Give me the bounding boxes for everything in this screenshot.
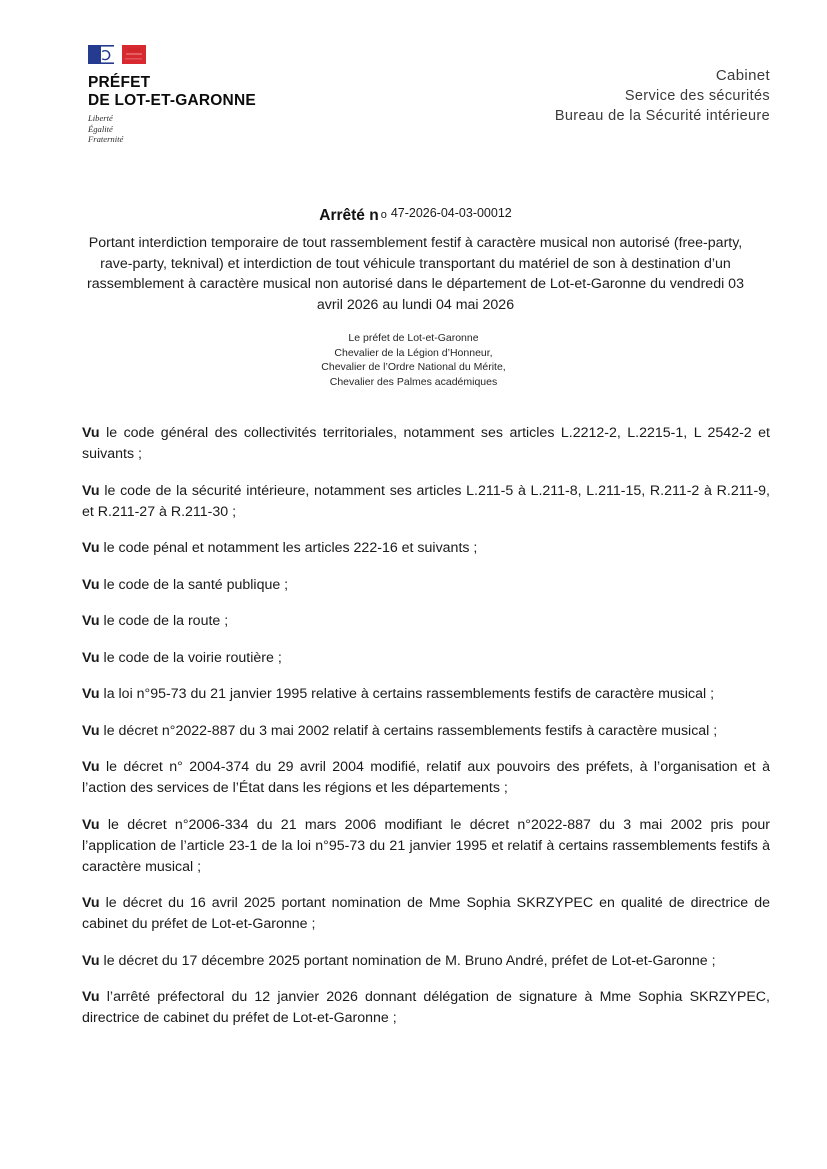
motto-fraternite: Fraternité bbox=[88, 134, 124, 144]
vu-paragraph bbox=[82, 538, 770, 559]
vu-keyword: Vu bbox=[82, 989, 100, 1005]
vu-paragraph bbox=[82, 481, 770, 523]
vu-paragraph bbox=[82, 423, 770, 465]
document-title-zone bbox=[78, 203, 753, 315]
republic-motto bbox=[88, 113, 388, 145]
vu-paragraph bbox=[82, 951, 770, 972]
arrete-heading bbox=[78, 203, 753, 226]
vu-paragraph bbox=[82, 648, 770, 669]
vu-keyword: Vu bbox=[82, 686, 100, 702]
arrete-subtitle: Portant interdiction temporaire de tout rassemblement festif à caractère musical non autorisé (free-party, rave-party, teknival) et interdiction de tout véhicule transportant du matériel de son à destination d’un rassemblement à caractère musical non autorisé dans le département de Lot-et-Garonne du vendredi 03 avril 2026 au lundi 04 mai 2026 bbox=[87, 235, 744, 313]
vu-paragraph-text: le code de la voirie routière ; bbox=[99, 649, 282, 666]
vu-paragraph-text: l’arrêté préfectoral du 12 janvier 2026 donnant délégation de signature à Mme Sophia SKRZYPEC, directrice de cabinet du préfet de Lot-et-Garonne ; bbox=[82, 989, 770, 1026]
document-header bbox=[0, 44, 827, 144]
motto-liberte: Liberté bbox=[88, 113, 113, 123]
vu-paragraph bbox=[82, 575, 770, 596]
vu-keyword: Vu bbox=[82, 759, 100, 775]
arrete-ordinal-superscript: o bbox=[380, 209, 387, 221]
issuing-service-block bbox=[555, 66, 770, 126]
service-cabinet: Cabinet bbox=[715, 67, 770, 84]
vu-keyword: Vu bbox=[82, 540, 100, 556]
vu-paragraph-text: le code de la sécurité intérieure, notamment ses articles L.211-5 à L.211-8, L.211-15, R.211-2 à R.211-9, et R.211-27 à R.211-30 ; bbox=[82, 482, 770, 520]
signing-authority-block bbox=[0, 331, 827, 389]
vu-paragraph-text: le code de la santé publique ; bbox=[99, 576, 289, 593]
vu-paragraph-text: le décret n° 2004-374 du 29 avril 2004 modifié, relatif aux pouvoirs des préfets, à l’organisation et à l’action des services de l’État dans les régions et les départements ; bbox=[82, 759, 770, 796]
vu-paragraph-text: le code pénal et notamment les articles 222-16 et suivants ; bbox=[99, 540, 478, 556]
authority-line-ordre-merite: Chevalier de l’Ordre National du Mérite, bbox=[321, 361, 506, 373]
vu-keyword: Vu bbox=[82, 649, 100, 666]
arrete-number: 47-2026-04-03-00012 bbox=[390, 206, 512, 220]
authority-line-palmes-academiques: Chevalier des Palmes académiques bbox=[329, 375, 498, 388]
authority-line-legion-honneur: Chevalier de la Légion d’Honneur, bbox=[334, 346, 493, 359]
vu-paragraph-text: le décret du 17 décembre 2025 portant nomination de M. Bruno André, préfet de Lot-et-Garonne ; bbox=[99, 952, 716, 969]
vu-paragraph bbox=[82, 815, 770, 878]
vu-paragraph-text: le décret n°2006-334 du 21 mars 2006 modifiant le décret n°2022-887 du 3 mai 2002 pris pour l’application de l’article 23-1 de la loi n°95-73 du 21 janvier 1995 et relatif à certains rassemblements festifs à caractère musical ; bbox=[82, 816, 770, 875]
prefecture-title bbox=[88, 74, 388, 109]
vu-keyword: Vu bbox=[82, 425, 100, 441]
vu-keyword: Vu bbox=[82, 722, 100, 739]
vu-keyword: Vu bbox=[82, 952, 100, 969]
prefecture-brand-block bbox=[88, 44, 388, 145]
vu-paragraph-text: le décret n°2022-887 du 3 mai 2002 relatif à certains rassemblements festifs à caractère musical ; bbox=[99, 722, 718, 739]
vu-paragraph bbox=[82, 987, 770, 1029]
prefecture-title-line1: PRÉFET bbox=[88, 74, 151, 91]
vu-paragraph bbox=[82, 757, 770, 799]
vu-keyword: Vu bbox=[82, 613, 100, 629]
motto-egalite: Égalité bbox=[88, 123, 113, 134]
vu-keyword: Vu bbox=[82, 576, 100, 593]
vu-paragraph-text: le code général des collectivités territoriales, notamment ses articles L.2212-2, L.2215-1, L 2542-2 et suivants ; bbox=[82, 425, 770, 462]
vu-paragraph bbox=[82, 893, 770, 935]
document-body bbox=[82, 423, 770, 1029]
service-bureau-securite-interieure: Bureau de la Sécurité intérieure bbox=[554, 108, 770, 124]
vu-paragraph-text: le code de la route ; bbox=[99, 613, 229, 629]
vu-paragraph bbox=[82, 721, 770, 742]
arrete-label: Arrêté n bbox=[319, 207, 379, 224]
vu-paragraph bbox=[82, 611, 770, 632]
service-securites: Service des sécurités bbox=[624, 88, 770, 104]
vu-keyword: Vu bbox=[82, 482, 100, 499]
vu-paragraph-text: le décret du 16 avril 2025 portant nomination de Mme Sophia SKRZYPEC en qualité de directrice de cabinet du préfet de Lot-et-Garonne ; bbox=[82, 895, 770, 932]
vu-paragraph bbox=[82, 684, 770, 705]
prefecture-title-line2: DE LOT-ET-GARONNE bbox=[88, 91, 256, 109]
vu-keyword: Vu bbox=[82, 895, 100, 911]
vu-paragraph-text: la loi n°95-73 du 21 janvier 1995 relative à certains rassemblements festifs de caractère musical ; bbox=[99, 686, 715, 702]
vu-keyword: Vu bbox=[82, 816, 100, 833]
authority-line-prefet: Le préfet de Lot-et-Garonne bbox=[348, 332, 479, 344]
french-republic-marianne-flag-logo bbox=[88, 44, 150, 67]
